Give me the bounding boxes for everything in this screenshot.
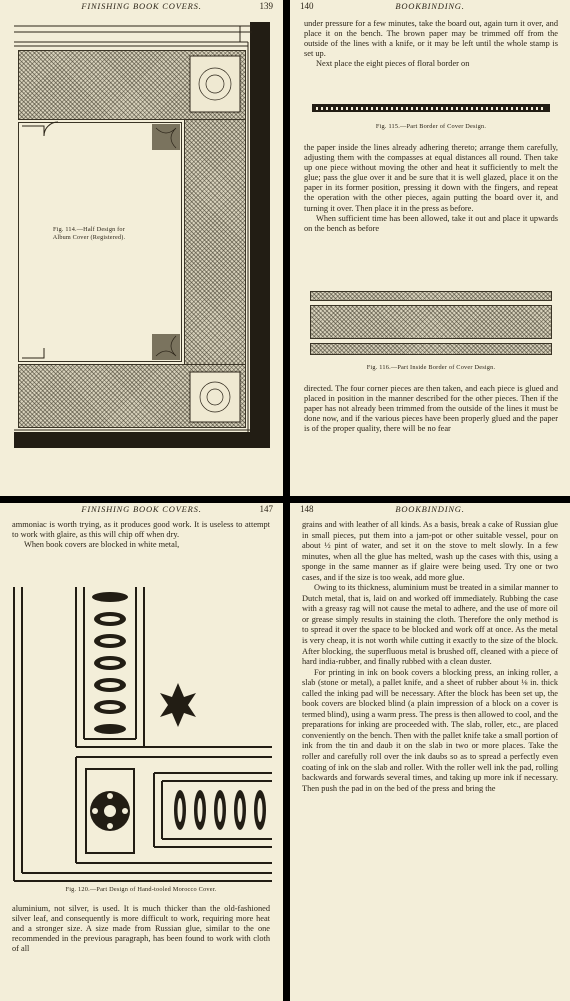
figure-120 bbox=[12, 587, 272, 883]
page-header bbox=[300, 504, 560, 518]
text-block: grains and with leather of all kinds. As a basis, break a cake of Russian glue in small pieces, put them into a jam-pot or other suitable vessel, pour on about ½ pint of water, and set it on the stove to melt slowly. In a few minutes, when all the glue has melted, wash up the cases with this, using a sponge in the same manner as if glaire were being used. Try one or two cases, and if the size is too weak, add more glue. Owing to its thickness, aluminium must be treated in a similar manner to Dutch metal, that is, laid on and worked off immediately. Rubbing the case with a greasy rag will not cause the metal to adhere, and the use of more oil or grease simply results in staining the cloth. Therefore the only method is to spread it over the space to be blocked and work off at once. As the metal is very cheap, it is not worth while cutting it exactly to the size of the block. After blocking, the superfluous metal is brushed off, cleaned with a piece of hard india-rubber, and finally rubbed with a clean duster. For printing in ink on book covers a blocking press, an inking roller, a slab (stone or metal), a pallet knife, and a sheet of rubber about ⅛ in. thick called the inking pad will be necessary. After the block has been set up, the book covers are blocked blind (a plain impression of a block on a cover is termed blind), using a warm press. The press is then allowed to cool, and the preparations for inking are proceeded with. The slab, roller, etc., are placed conveniently on the bench. Then with the pallet knife take a small portion of ink from the tin and daub it on the slab in two or more places. Take the roller and carefully roll over the ink daubs so as to spread a perfectly even coating of ink on the slab and roller. With the roller well ink the pad, rolling backwards and forwards several times, and taking up more ink if necessary. Then push the pad in on the bed of the press and bring the bbox=[302, 520, 558, 793]
page-139 bbox=[0, 0, 283, 496]
figure-116 bbox=[310, 291, 552, 357]
page-number: 139 bbox=[259, 1, 273, 11]
figure-120-caption: Fig. 120.—Part Design of Hand-tooled Morocco Cover. bbox=[65, 886, 217, 893]
figure-116-caption: Fig. 116.—Part Inside Border of Cover Design. bbox=[366, 364, 496, 371]
page-number: 148 bbox=[300, 504, 314, 514]
page-147 bbox=[0, 503, 283, 1001]
figure-115 bbox=[312, 104, 550, 112]
page-header bbox=[10, 504, 273, 518]
figure-115-caption: Fig. 115.—Part Border of Cover Design. bbox=[375, 123, 487, 130]
running-head: BOOKBINDING. bbox=[395, 504, 465, 514]
page-number: 147 bbox=[259, 504, 273, 514]
page-number: 140 bbox=[300, 1, 314, 11]
figure-114-caption: Fig. 114.—Half Design for Album Cover (Registered). bbox=[52, 226, 126, 241]
text-block-middle: the paper inside the lines already adhering thereto; arrange them carefully, adjusting them with the compasses at equal distances all round. Then take up one piece without moving the other and heat it sufficiently to melt the glue; pass the glue over it and be sure that it is well glazed, place it on the paper in its former position, pressing it down with the fingers, and repeat the operation with the other pieces, again putting the board over it, and turning it over. Then place it in the press as before. When sufficient time has been allowed, take it out and place it upwards on the bench as before bbox=[304, 143, 558, 233]
text-block-bottom: directed. The four corner pieces are then taken, and each piece is glued and placed in position in the manner described for the other pieces. Then if the paper has not already been trimmed from the outside of the lines it must be done now, and if the various pieces have been properly glued and the paper is of the proper quality, there will be no fear bbox=[304, 384, 558, 434]
text-block-bottom: aluminium, not silver, is used. It is much thicker than the old-fashioned silver leaf, and consequently is more difficult to work, requiring more heat and a stronger size. A size made from Russian glue, similar to the one recommended in the previous paragraph, has been found to work with cloth of all bbox=[12, 904, 270, 954]
running-head: FINISHING BOOK COVERS. bbox=[81, 504, 202, 514]
page-140 bbox=[290, 0, 570, 496]
text-block-top: ammoniac is worth trying, as it produces good work. It is useless to attempt to work with glaire, as this will chip off when dry. When book covers are blocked in white metal, bbox=[12, 520, 270, 550]
running-head: FINISHING BOOK COVERS. bbox=[81, 1, 202, 11]
page-header bbox=[300, 1, 560, 15]
text-block-top: under pressure for a few minutes, take the board out, again turn it over, and place it on the bench. The brown paper may be trimmed off from the outside of the lines with a knife, or it may be left until the whole stamp is set up. Next place the eight pieces of floral border on bbox=[304, 19, 558, 69]
running-head: BOOKBINDING. bbox=[395, 1, 465, 11]
page-header bbox=[10, 1, 273, 15]
page-148 bbox=[290, 503, 570, 1001]
